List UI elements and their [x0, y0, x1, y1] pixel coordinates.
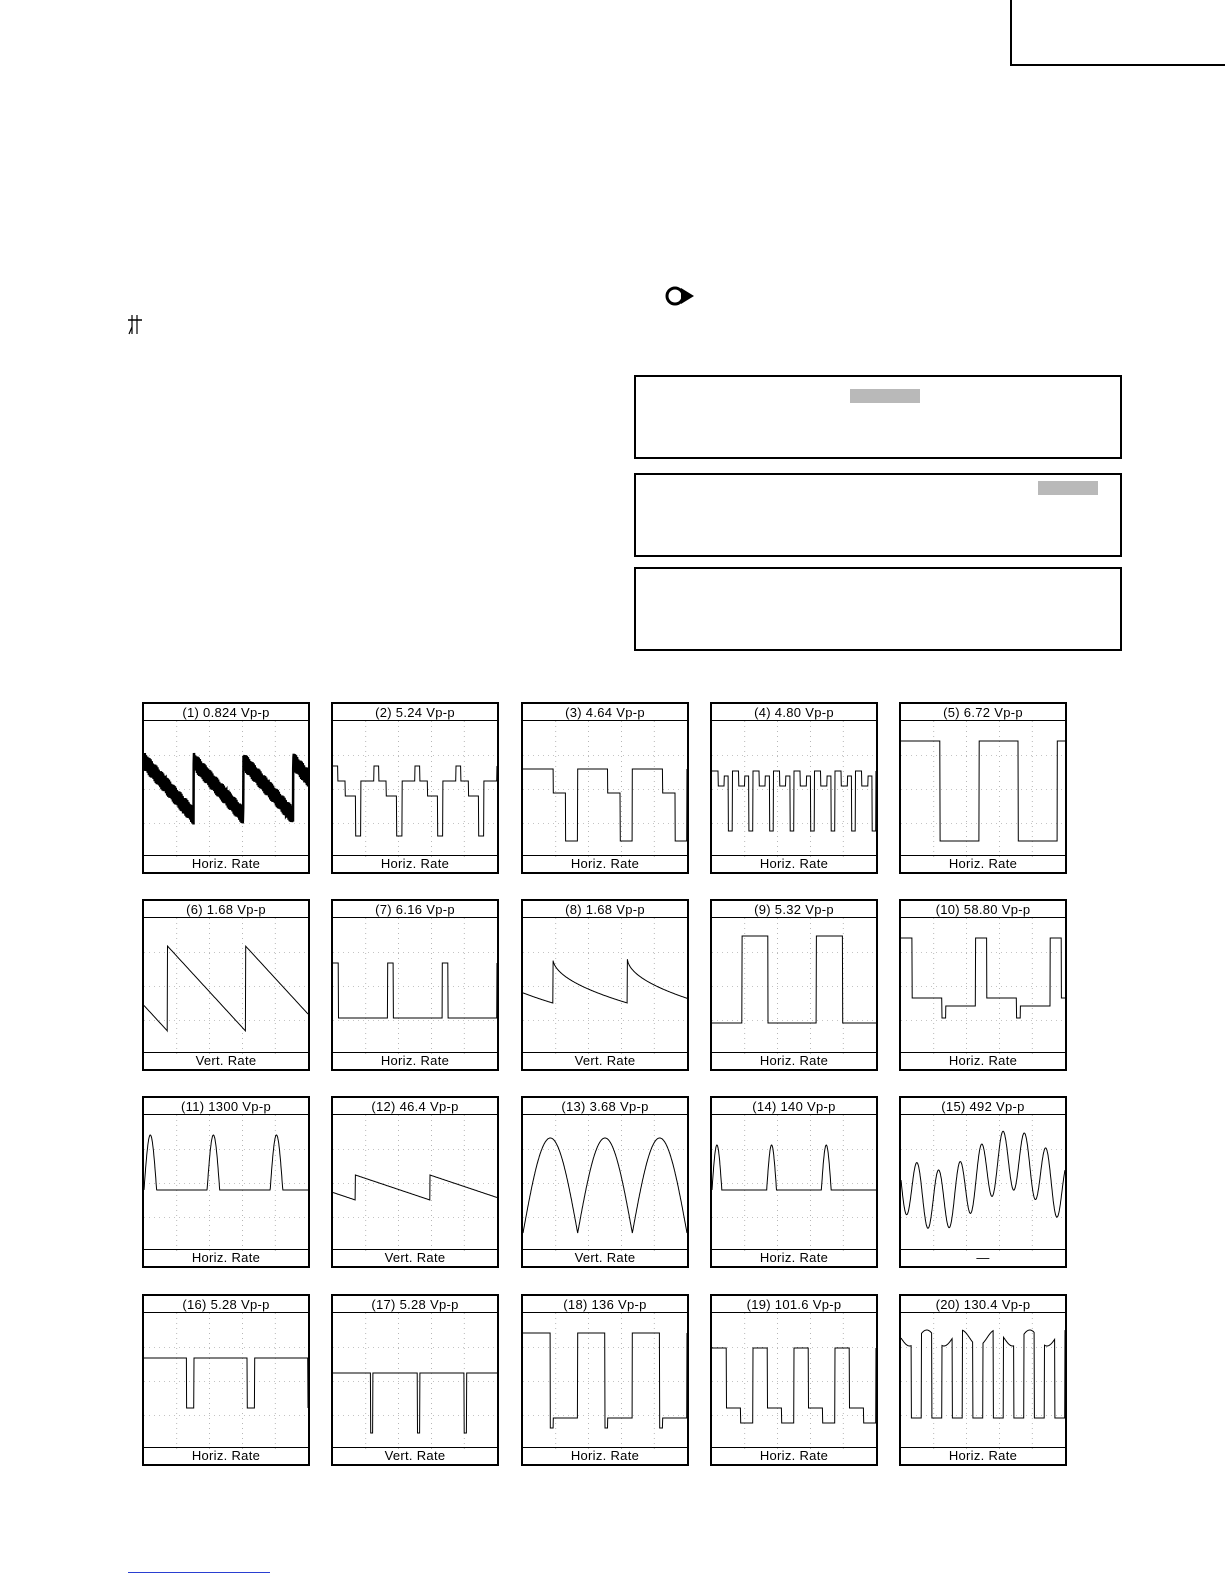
- waveform-trace: [901, 938, 1065, 1018]
- waveform-title: (18) 136 Vp-p: [523, 1296, 687, 1313]
- waveform-panel: [710, 1294, 878, 1466]
- waveform-rate-label: Horiz. Rate: [333, 1052, 497, 1069]
- waveform-rate-label: Horiz. Rate: [901, 1447, 1065, 1464]
- waveform-plot: [333, 721, 497, 858]
- waveform-trace: [523, 959, 687, 1003]
- waveform-plot: [144, 1313, 308, 1450]
- waveform-title: (10) 58.80 Vp-p: [901, 901, 1065, 918]
- waveform-rate-label: Horiz. Rate: [712, 1249, 876, 1266]
- waveform-title: (1) 0.824 Vp-p: [144, 704, 308, 721]
- waveform-title: (11) 1300 Vp-p: [144, 1098, 308, 1115]
- waveform-plot: [901, 721, 1065, 858]
- waveform-trace: [901, 1330, 1065, 1418]
- waveform-panel: [710, 899, 878, 1071]
- waveform-panel: [899, 1294, 1067, 1466]
- waveform-panel: [331, 702, 499, 874]
- waveform-rate-label: Vert. Rate: [523, 1249, 687, 1266]
- waveform-plot: [901, 1313, 1065, 1450]
- waveform-trace: [333, 766, 497, 836]
- waveform-panel: [521, 702, 689, 874]
- waveform-rate-label: Horiz. Rate: [712, 855, 876, 872]
- waveform-rate-label: Horiz. Rate: [901, 1052, 1065, 1069]
- waveform-title: (5) 6.72 Vp-p: [901, 704, 1065, 721]
- waveform-title: (12) 46.4 Vp-p: [333, 1098, 497, 1115]
- waveform-title: (14) 140 Vp-p: [712, 1098, 876, 1115]
- waveform-trace: [523, 769, 687, 841]
- waveform-plot: [901, 1115, 1065, 1252]
- waveform-trace: [523, 1138, 687, 1233]
- waveform-panel: [521, 1294, 689, 1466]
- waveform-plot: [144, 1115, 308, 1252]
- waveform-title: (7) 6.16 Vp-p: [333, 901, 497, 918]
- waveform-panel: [142, 1294, 310, 1466]
- waveform-plot: [523, 918, 687, 1055]
- waveform-panel: [142, 702, 310, 874]
- waveform-rate-label: Vert. Rate: [523, 1052, 687, 1069]
- waveform-rate-label: Horiz. Rate: [523, 855, 687, 872]
- waveform-panel: [899, 702, 1067, 874]
- waveform-plot: [333, 918, 497, 1055]
- waveform-plot: [712, 1313, 876, 1450]
- waveform-panel: [142, 899, 310, 1071]
- waveform-plot: [523, 1313, 687, 1450]
- waveform-panel: [331, 1096, 499, 1268]
- waveform-title: (17) 5.28 Vp-p: [333, 1296, 497, 1313]
- waveform-title: (2) 5.24 Vp-p: [333, 704, 497, 721]
- waveform-trace: [712, 771, 876, 831]
- waveform-plot: [333, 1115, 497, 1252]
- waveform-plot: [712, 1115, 876, 1252]
- waveform-panel: [521, 899, 689, 1071]
- waveform-rate-label: Horiz. Rate: [144, 1447, 308, 1464]
- waveform-rate-label: Horiz. Rate: [712, 1052, 876, 1069]
- waveform-title: (20) 130.4 Vp-p: [901, 1296, 1065, 1313]
- waveform-title: (16) 5.28 Vp-p: [144, 1296, 308, 1313]
- waveform-rate-label: Horiz. Rate: [712, 1447, 876, 1464]
- waveform-panel: [899, 899, 1067, 1071]
- waveform-plot: [523, 721, 687, 858]
- waveform-trace: [333, 963, 497, 1018]
- waveform-plot: [144, 721, 308, 858]
- waveform-title: (3) 4.64 Vp-p: [523, 704, 687, 721]
- waveform-plot: [712, 918, 876, 1055]
- waveform-panel: [899, 1096, 1067, 1268]
- waveform-rate-label: Horiz. Rate: [144, 855, 308, 872]
- waveform-trace: [144, 1358, 308, 1408]
- waveform-trace: [712, 1145, 876, 1190]
- waveform-rate-label: —: [901, 1249, 1065, 1266]
- waveform-plot: [523, 1115, 687, 1252]
- waveform-panel: [710, 702, 878, 874]
- waveform-rate-label: Vert. Rate: [333, 1447, 497, 1464]
- waveform-panel: [331, 1294, 499, 1466]
- waveform-title: (19) 101.6 Vp-p: [712, 1296, 876, 1313]
- waveform-panel: [142, 1096, 310, 1268]
- waveform-rate-label: Horiz. Rate: [523, 1447, 687, 1464]
- waveform-plot: [712, 721, 876, 858]
- waveform-title: (13) 3.68 Vp-p: [523, 1098, 687, 1115]
- waveform-panel: [331, 899, 499, 1071]
- waveform-trace: [333, 1373, 497, 1433]
- waveform-plot: [901, 918, 1065, 1055]
- waveform-trace: [144, 946, 308, 1031]
- waveform-title: (15) 492 Vp-p: [901, 1098, 1065, 1115]
- waveform-panel: [710, 1096, 878, 1268]
- waveform-trace: [901, 741, 1065, 841]
- waveform-trace: [333, 1175, 497, 1200]
- waveform-rate-label: Horiz. Rate: [144, 1249, 308, 1266]
- waveform-trace: [144, 753, 308, 825]
- waveform-panel: [521, 1096, 689, 1268]
- waveform-trace: [712, 1348, 876, 1423]
- waveform-trace: [144, 1135, 308, 1190]
- waveform-title: (8) 1.68 Vp-p: [523, 901, 687, 918]
- waveform-rate-label: Vert. Rate: [333, 1249, 497, 1266]
- waveform-rate-label: Horiz. Rate: [901, 855, 1065, 872]
- waveform-plot: [144, 918, 308, 1055]
- waveform-trace: [712, 936, 876, 1023]
- waveform-title: (6) 1.68 Vp-p: [144, 901, 308, 918]
- waveform-rate-label: Vert. Rate: [144, 1052, 308, 1069]
- waveform-trace: [901, 1131, 1065, 1228]
- waveform-plot: [333, 1313, 497, 1450]
- waveform-title: (9) 5.32 Vp-p: [712, 901, 876, 918]
- footer-link-underline: [128, 1572, 270, 1573]
- waveform-title: (4) 4.80 Vp-p: [712, 704, 876, 721]
- waveform-rate-label: Horiz. Rate: [333, 855, 497, 872]
- waveform-trace: [523, 1333, 687, 1428]
